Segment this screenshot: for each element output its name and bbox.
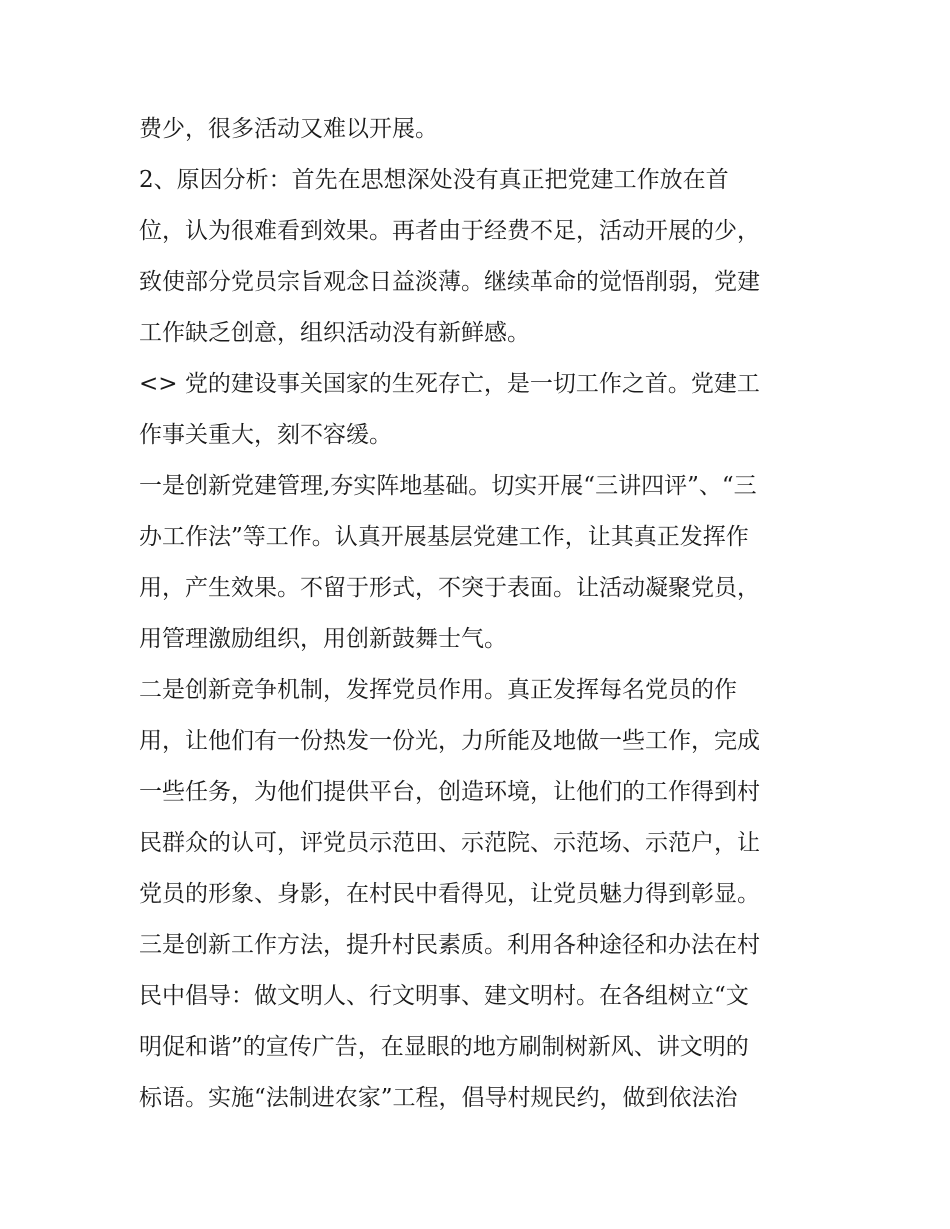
text-line: 用，产生效果。不留于形式，不突于表面。让活动凝聚党员， xyxy=(139,575,760,601)
text-line: 党员的形象、身影，在村民中看得见，让党员魅力得到彰显。 xyxy=(139,881,760,907)
text-line: 标语。实施“法制进农家”工程，倡导村规民约，做到依法治 xyxy=(139,1085,738,1111)
text-line: 用，让他们有一份热发一份光，力所能及地做一些工作，完成 xyxy=(139,728,760,754)
text-line: 用管理激励组织，用创新鼓舞士气。 xyxy=(139,626,507,652)
text-line: 位，认为很难看到效果。再者由于经费不足，活动开展的少， xyxy=(139,218,760,244)
text-line: 2、原因分析：首先在思想深处没有真正把党建工作放在首 xyxy=(139,167,729,193)
text-line: <> 党的建设事关国家的生死存亡，是一切工作之首。党建工 xyxy=(139,371,760,397)
body-text xyxy=(139,104,819,1124)
text-line: 三是创新工作方法，提升村民素质。利用各种途径和办法在村 xyxy=(139,932,760,958)
text-line: 费少，很多活动又难以开展。 xyxy=(139,116,438,142)
text-line: 一是创新党建管理,夯实阵地基础。切实开展“三讲四评”、“三 xyxy=(139,473,757,499)
text-line: 明促和谐”的宣传广告，在显眼的地方刷制树新风、讲文明的 xyxy=(139,1034,749,1060)
text-line: 民中倡导：做文明人、行文明事、建文明村。在各组树立“文 xyxy=(139,983,749,1009)
text-line: 民群众的认可，评党员示范田、示范院、示范场、示范户，让 xyxy=(139,830,760,856)
text-line: 一些任务，为他们提供平台，创造环境，让他们的工作得到村 xyxy=(139,779,760,805)
text-line: 办工作法”等工作。认真开展基层党建工作，让其真正发挥作 xyxy=(139,524,749,550)
text-line: 作事关重大，刻不容缓。 xyxy=(139,422,392,448)
text-line: 二是创新竞争机制，发挥党员作用。真正发挥每名党员的作 xyxy=(139,677,737,703)
text-line: 致使部分党员宗旨观念日益淡薄。继续革命的觉悟削弱，党建 xyxy=(139,269,760,295)
text-line: 工作缺乏创意，组织活动没有新鲜感。 xyxy=(139,320,530,346)
